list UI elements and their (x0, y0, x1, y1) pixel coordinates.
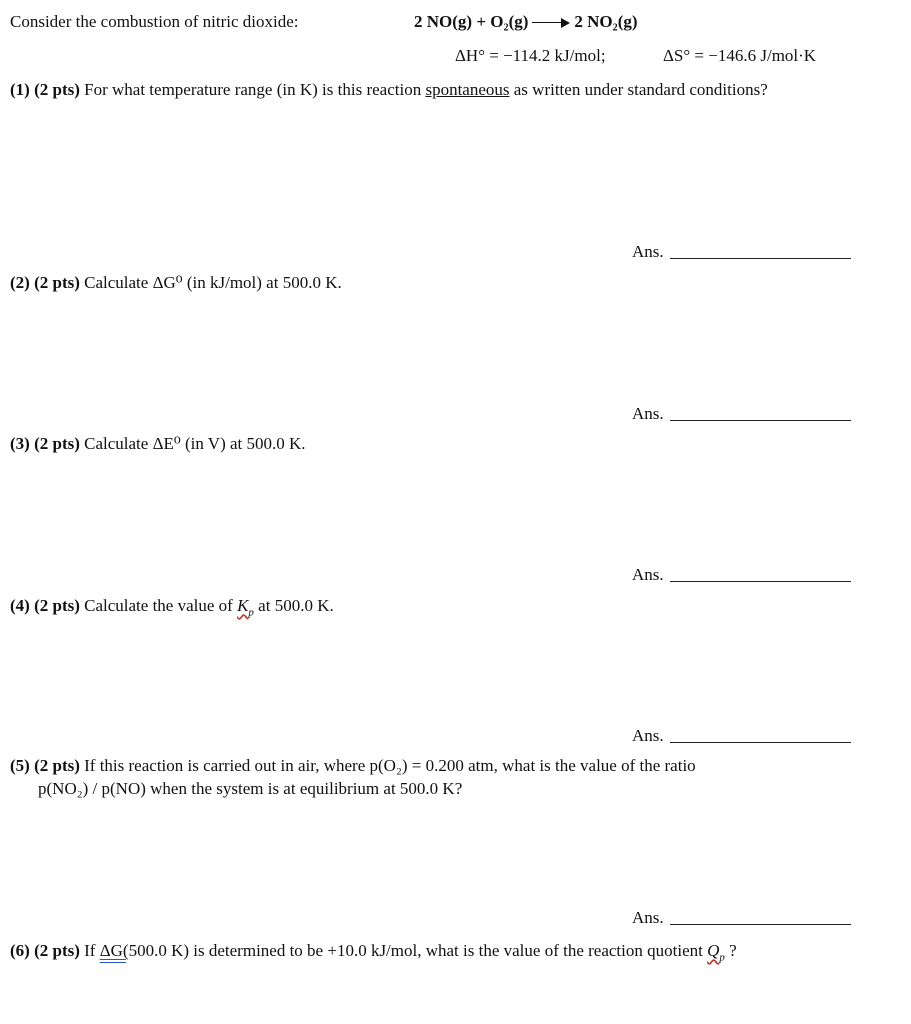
answer-line[interactable] (670, 257, 851, 259)
answer-label: Ans. (632, 565, 664, 584)
question-3 (10, 434, 306, 454)
question-5-line-2: p(NO₂) / p(NO) when the system is at equilibrium at 500.0 K? (38, 779, 463, 798)
question-6 (10, 941, 737, 964)
question-4-text-b: at 500.0 K. (253, 596, 334, 615)
question-2-text: Calculate ΔG⁰ (in kJ/mol) at 500.0 K. (84, 273, 342, 292)
question-3-points: (3) (2 pts) (10, 434, 80, 453)
answer-label: Ans. (632, 404, 664, 423)
answer-label: Ans. (632, 242, 664, 261)
question-5 (10, 756, 696, 776)
delta-g-symbol: ΔG( (99, 941, 129, 960)
answer-2 (632, 404, 851, 424)
question-1-points: (1) (2 pts) (10, 80, 80, 99)
question-6-text-b: 500.0 K) is determined to be +10.0 kJ/mol, what is the value of the reaction quotient (128, 941, 708, 960)
reaction-equation (414, 12, 638, 32)
question-1-text-b: as written under standard conditions? (509, 80, 768, 99)
question-2-points: (2) (2 pts) (10, 273, 80, 292)
answer-line[interactable] (670, 419, 851, 421)
question-2 (10, 273, 342, 293)
question-4-points: (4) (2 pts) (10, 596, 80, 615)
question-4 (10, 596, 334, 619)
answer-line[interactable] (670, 580, 851, 582)
qp-symbol: $Q_p$ (707, 941, 725, 964)
question-5-points: (5) (2 pts) (10, 756, 80, 775)
answer-label: Ans. (632, 908, 664, 927)
enthalpy-value: ΔH° = −114.2 kJ/mol; (455, 46, 606, 65)
answer-5 (632, 908, 851, 928)
answer-line[interactable] (670, 923, 851, 925)
question-1 (10, 80, 768, 100)
answer-label: Ans. (632, 726, 664, 745)
answer-4 (632, 726, 851, 746)
question-3-text: Calculate ΔE⁰ (in V) at 500.0 K. (84, 434, 306, 453)
answer-1 (632, 242, 851, 262)
question-5-line-1: If this reaction is carried out in air, where p(O₂) = 0.200 atm, what is the value of the ratio (84, 756, 696, 775)
question-1-underlined: spontaneous (425, 80, 510, 99)
equation-reactants: 2 NO(g) + O₂(g) (414, 12, 529, 31)
equation-products: 2 NO₂(g) (574, 12, 638, 31)
answer-line[interactable] (670, 741, 851, 743)
question-6-text-c: ? (724, 941, 737, 960)
kp-symbol: $K_p$ (237, 596, 254, 619)
question-6-text-a: If (84, 941, 100, 960)
answer-3 (632, 565, 851, 585)
question-4-text-a: Calculate the value of (84, 596, 238, 615)
question-1-text-a: For what temperature range (in K) is this reaction (84, 80, 426, 99)
reaction-arrow-icon (532, 18, 570, 28)
entropy-value: ΔS° = −146.6 J/mol·K (663, 46, 817, 65)
intro-text: Consider the combustion of nitric dioxide: (10, 12, 299, 31)
question-6-points: (6) (2 pts) (10, 941, 80, 960)
